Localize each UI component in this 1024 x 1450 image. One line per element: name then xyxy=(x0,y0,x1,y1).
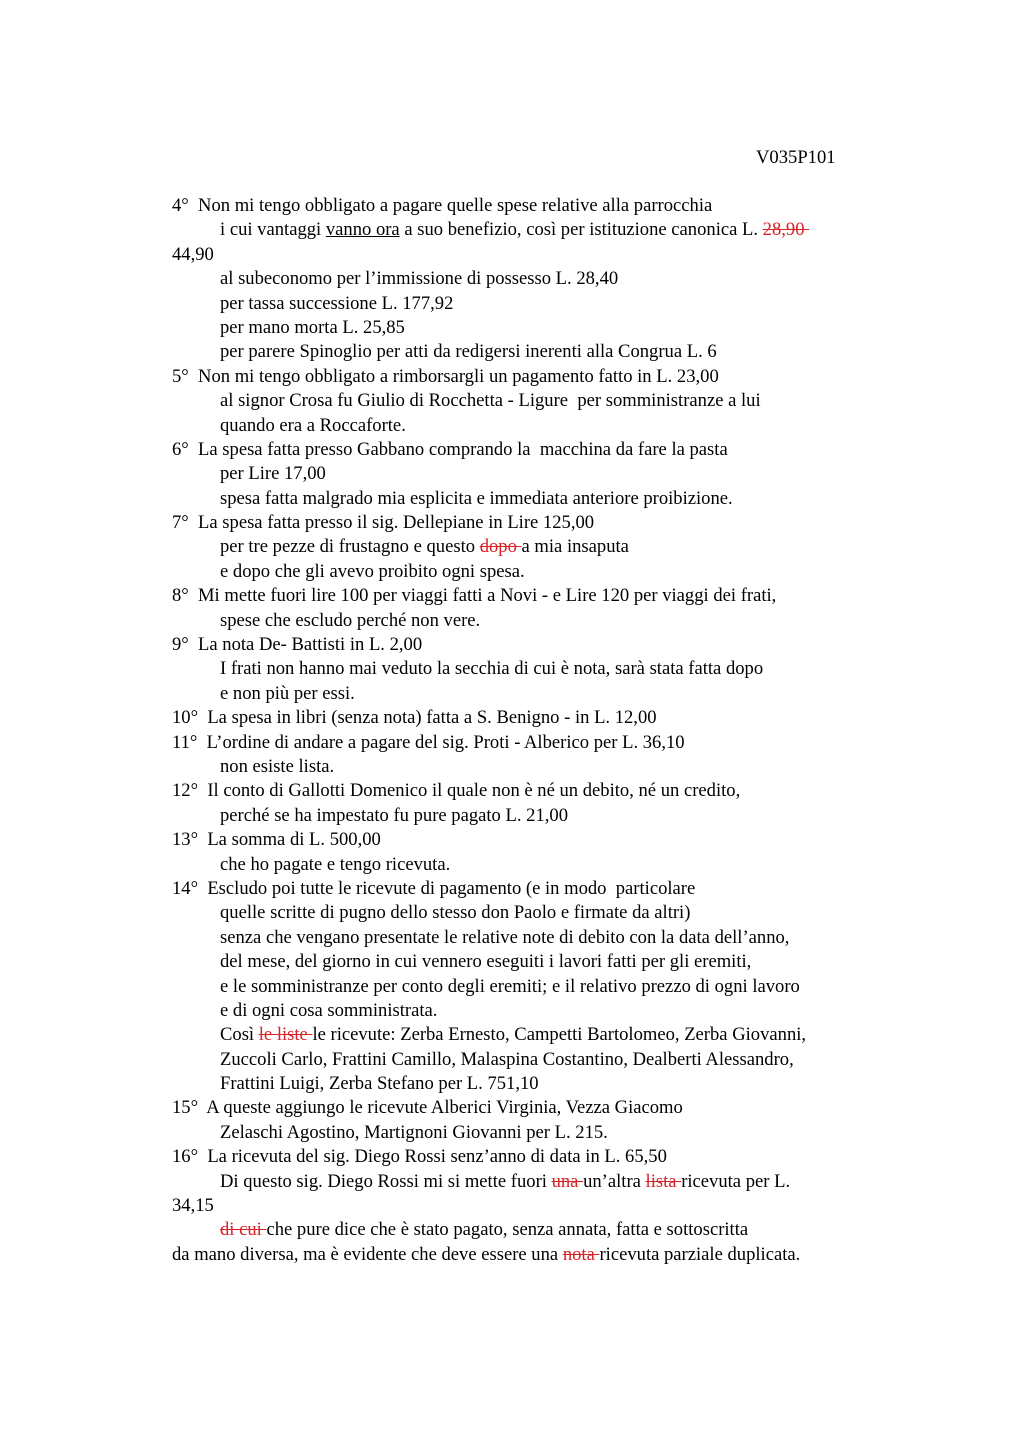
text-segment: 6° La spesa fatta presso Gabbano comprando la macchina da fare la pasta xyxy=(172,438,728,460)
text-line xyxy=(172,975,892,999)
text-line xyxy=(172,706,892,730)
text-segment: per Lire 17,00 xyxy=(220,463,326,485)
text-line xyxy=(172,438,892,462)
text-line xyxy=(172,243,892,267)
text-segment: che pure dice che è stato pagato, senza annata, fatta e sottoscritta xyxy=(266,1219,749,1241)
deleted-text: una xyxy=(551,1170,584,1192)
text-segment: Frattini Luigi, Zerba Stefano per L. 751,10 xyxy=(220,1073,539,1095)
text-segment: e le somministranze per conto degli eremiti; e il relativo prezzo di ogni lavoro xyxy=(220,975,800,997)
text-segment: 5° Non mi tengo obbligato a rimborsargli un pagamento fatto in L. 23,00 xyxy=(172,365,719,387)
text-line xyxy=(172,365,892,389)
text-line xyxy=(172,1243,892,1267)
text-segment: spesa fatta malgrado mia esplicita e immediata anteriore proibizione. xyxy=(220,487,733,509)
text-line xyxy=(172,877,892,901)
text-segment: 8° Mi mette fuori lire 100 per viaggi fatti a Novi - e Lire 120 per viaggi dei frati, xyxy=(172,585,777,607)
text-line xyxy=(172,462,892,486)
text-line xyxy=(172,218,892,242)
text-segment: Zelaschi Agostino, Martignoni Giovanni per L. 215. xyxy=(220,1121,608,1143)
text-line xyxy=(172,779,892,803)
text-line xyxy=(172,1023,892,1047)
text-line xyxy=(172,633,892,657)
text-segment: da mano diversa, ma è evidente che deve essere una xyxy=(172,1243,563,1265)
text-segment: per tassa successione L. 177,92 xyxy=(220,292,454,314)
page-code: V035P101 xyxy=(756,147,836,168)
text-segment: ricevuta per L. xyxy=(681,1170,791,1192)
text-line xyxy=(172,389,892,413)
text-line xyxy=(172,1096,892,1120)
text-segment: 12° Il conto di Gallotti Domenico il quale non è né un debito, né un credito, xyxy=(172,780,741,802)
text-line xyxy=(172,487,892,511)
text-line xyxy=(172,194,892,218)
text-segment: e non più per essi. xyxy=(220,682,355,704)
text-line xyxy=(172,414,892,438)
text-segment: Così xyxy=(220,1024,259,1046)
text-segment: al signor Crosa fu Giulio di Rocchetta - Ligure per somministranze a lui xyxy=(220,390,761,412)
text-line xyxy=(172,1194,892,1218)
text-line xyxy=(172,1145,892,1169)
text-segment: del mese, del giorno in cui vennero eseguiti i lavori fatti per gli eremiti, xyxy=(220,951,752,973)
text-segment: ricevuta parziale duplicata. xyxy=(599,1243,801,1265)
text-line xyxy=(172,1121,892,1145)
text-segment: 34,15 xyxy=(172,1195,214,1217)
text-segment: e dopo che gli avevo proibito ogni spesa. xyxy=(220,560,525,582)
text-line xyxy=(172,609,892,633)
text-line xyxy=(172,316,892,340)
text-segment: le ricevute: Zerba Ernesto, Campetti Bartolomeo, Zerba Giovanni, xyxy=(312,1024,807,1046)
text-segment: al subeconomo per l’immissione di possesso L. 28,40 xyxy=(220,268,619,290)
deleted-text: le liste xyxy=(258,1024,313,1046)
document-body xyxy=(172,194,892,1267)
text-segment: 11° L’ordine di andare a pagare del sig. Proti - Alberico per L. 36,10 xyxy=(172,731,685,753)
text-line xyxy=(172,901,892,925)
text-line xyxy=(172,755,892,779)
text-segment: perché se ha impestato fu pure pagato L. 21,00 xyxy=(220,804,568,826)
text-segment: Zuccoli Carlo, Frattini Camillo, Malaspina Costantino, Dealberti Alessandro, xyxy=(220,1048,794,1070)
deleted-text: 28,90 xyxy=(762,219,810,241)
deleted-text: lista xyxy=(645,1170,682,1192)
text-segment: che ho pagate e tengo ricevuta. xyxy=(220,853,451,875)
text-segment: 44,90 xyxy=(172,243,214,265)
deleted-text: di cui xyxy=(220,1219,267,1241)
text-line xyxy=(172,804,892,828)
text-line xyxy=(172,828,892,852)
text-line xyxy=(172,584,892,608)
text-segment: 15° A queste aggiungo le ricevute Alberici Virginia, Vezza Giacomo xyxy=(172,1097,683,1119)
text-line xyxy=(172,926,892,950)
text-segment: senza che vengano presentate le relative note di debito con la data dell’anno, xyxy=(220,926,790,948)
text-line xyxy=(172,292,892,316)
text-segment: quelle scritte di pugno dello stesso don Paolo e firmate da altri) xyxy=(220,902,691,924)
text-line xyxy=(172,853,892,877)
text-segment: per mano morta L. 25,85 xyxy=(220,316,405,338)
text-segment: spese che escludo perché non vere. xyxy=(220,609,481,631)
underlined-text: vanno ora xyxy=(325,219,400,241)
text-segment: un’altra xyxy=(583,1170,646,1192)
text-line xyxy=(172,950,892,974)
text-segment: Di questo sig. Diego Rossi mi si mette fuori xyxy=(220,1170,552,1192)
text-segment: I frati non hanno mai veduto la secchia di cui è nota, sarà stata fatta dopo xyxy=(220,658,764,680)
text-line xyxy=(172,657,892,681)
text-line xyxy=(172,682,892,706)
text-segment: 9° La nota De- Battisti in L. 2,00 xyxy=(172,634,423,656)
text-line xyxy=(172,511,892,535)
text-line xyxy=(172,560,892,584)
deleted-text: dopo xyxy=(479,536,522,558)
text-segment: 7° La spesa fatta presso il sig. Dellepiane in Lire 125,00 xyxy=(172,512,595,534)
text-segment: 4° Non mi tengo obbligato a pagare quelle spese relative alla parrocchia xyxy=(172,195,713,216)
text-line xyxy=(172,731,892,755)
text-segment: 13° La somma di L. 500,00 xyxy=(172,829,381,851)
text-line xyxy=(172,999,892,1023)
text-line xyxy=(172,1218,892,1242)
text-line xyxy=(172,340,892,364)
text-segment: i cui vantaggi xyxy=(220,219,326,241)
deleted-text: nota xyxy=(562,1243,600,1265)
text-segment: quando era a Roccaforte. xyxy=(220,414,406,436)
text-line xyxy=(172,1170,892,1194)
text-segment: non esiste lista. xyxy=(220,755,335,777)
text-line xyxy=(172,535,892,559)
text-segment: a suo benefizio, così per istituzione canonica L. xyxy=(399,219,763,241)
text-segment: per parere Spinoglio per atti da redigersi inerenti alla Congrua L. 6 xyxy=(220,341,717,363)
text-segment: e di ogni cosa somministrata. xyxy=(220,999,438,1021)
text-segment: per tre pezze di frustagno e questo xyxy=(220,536,480,558)
text-segment: 10° La spesa in libri (senza nota) fatta a S. Benigno - in L. 12,00 xyxy=(172,707,657,729)
text-segment: 14° Escludo poi tutte le ricevute di pagamento (e in modo particolare xyxy=(172,877,696,899)
text-line xyxy=(172,267,892,291)
text-segment: a mia insaputa xyxy=(521,536,629,558)
text-line xyxy=(172,1048,892,1072)
text-line xyxy=(172,1072,892,1096)
text-segment: 16° La ricevuta del sig. Diego Rossi senz’anno di data in L. 65,50 xyxy=(172,1146,667,1168)
